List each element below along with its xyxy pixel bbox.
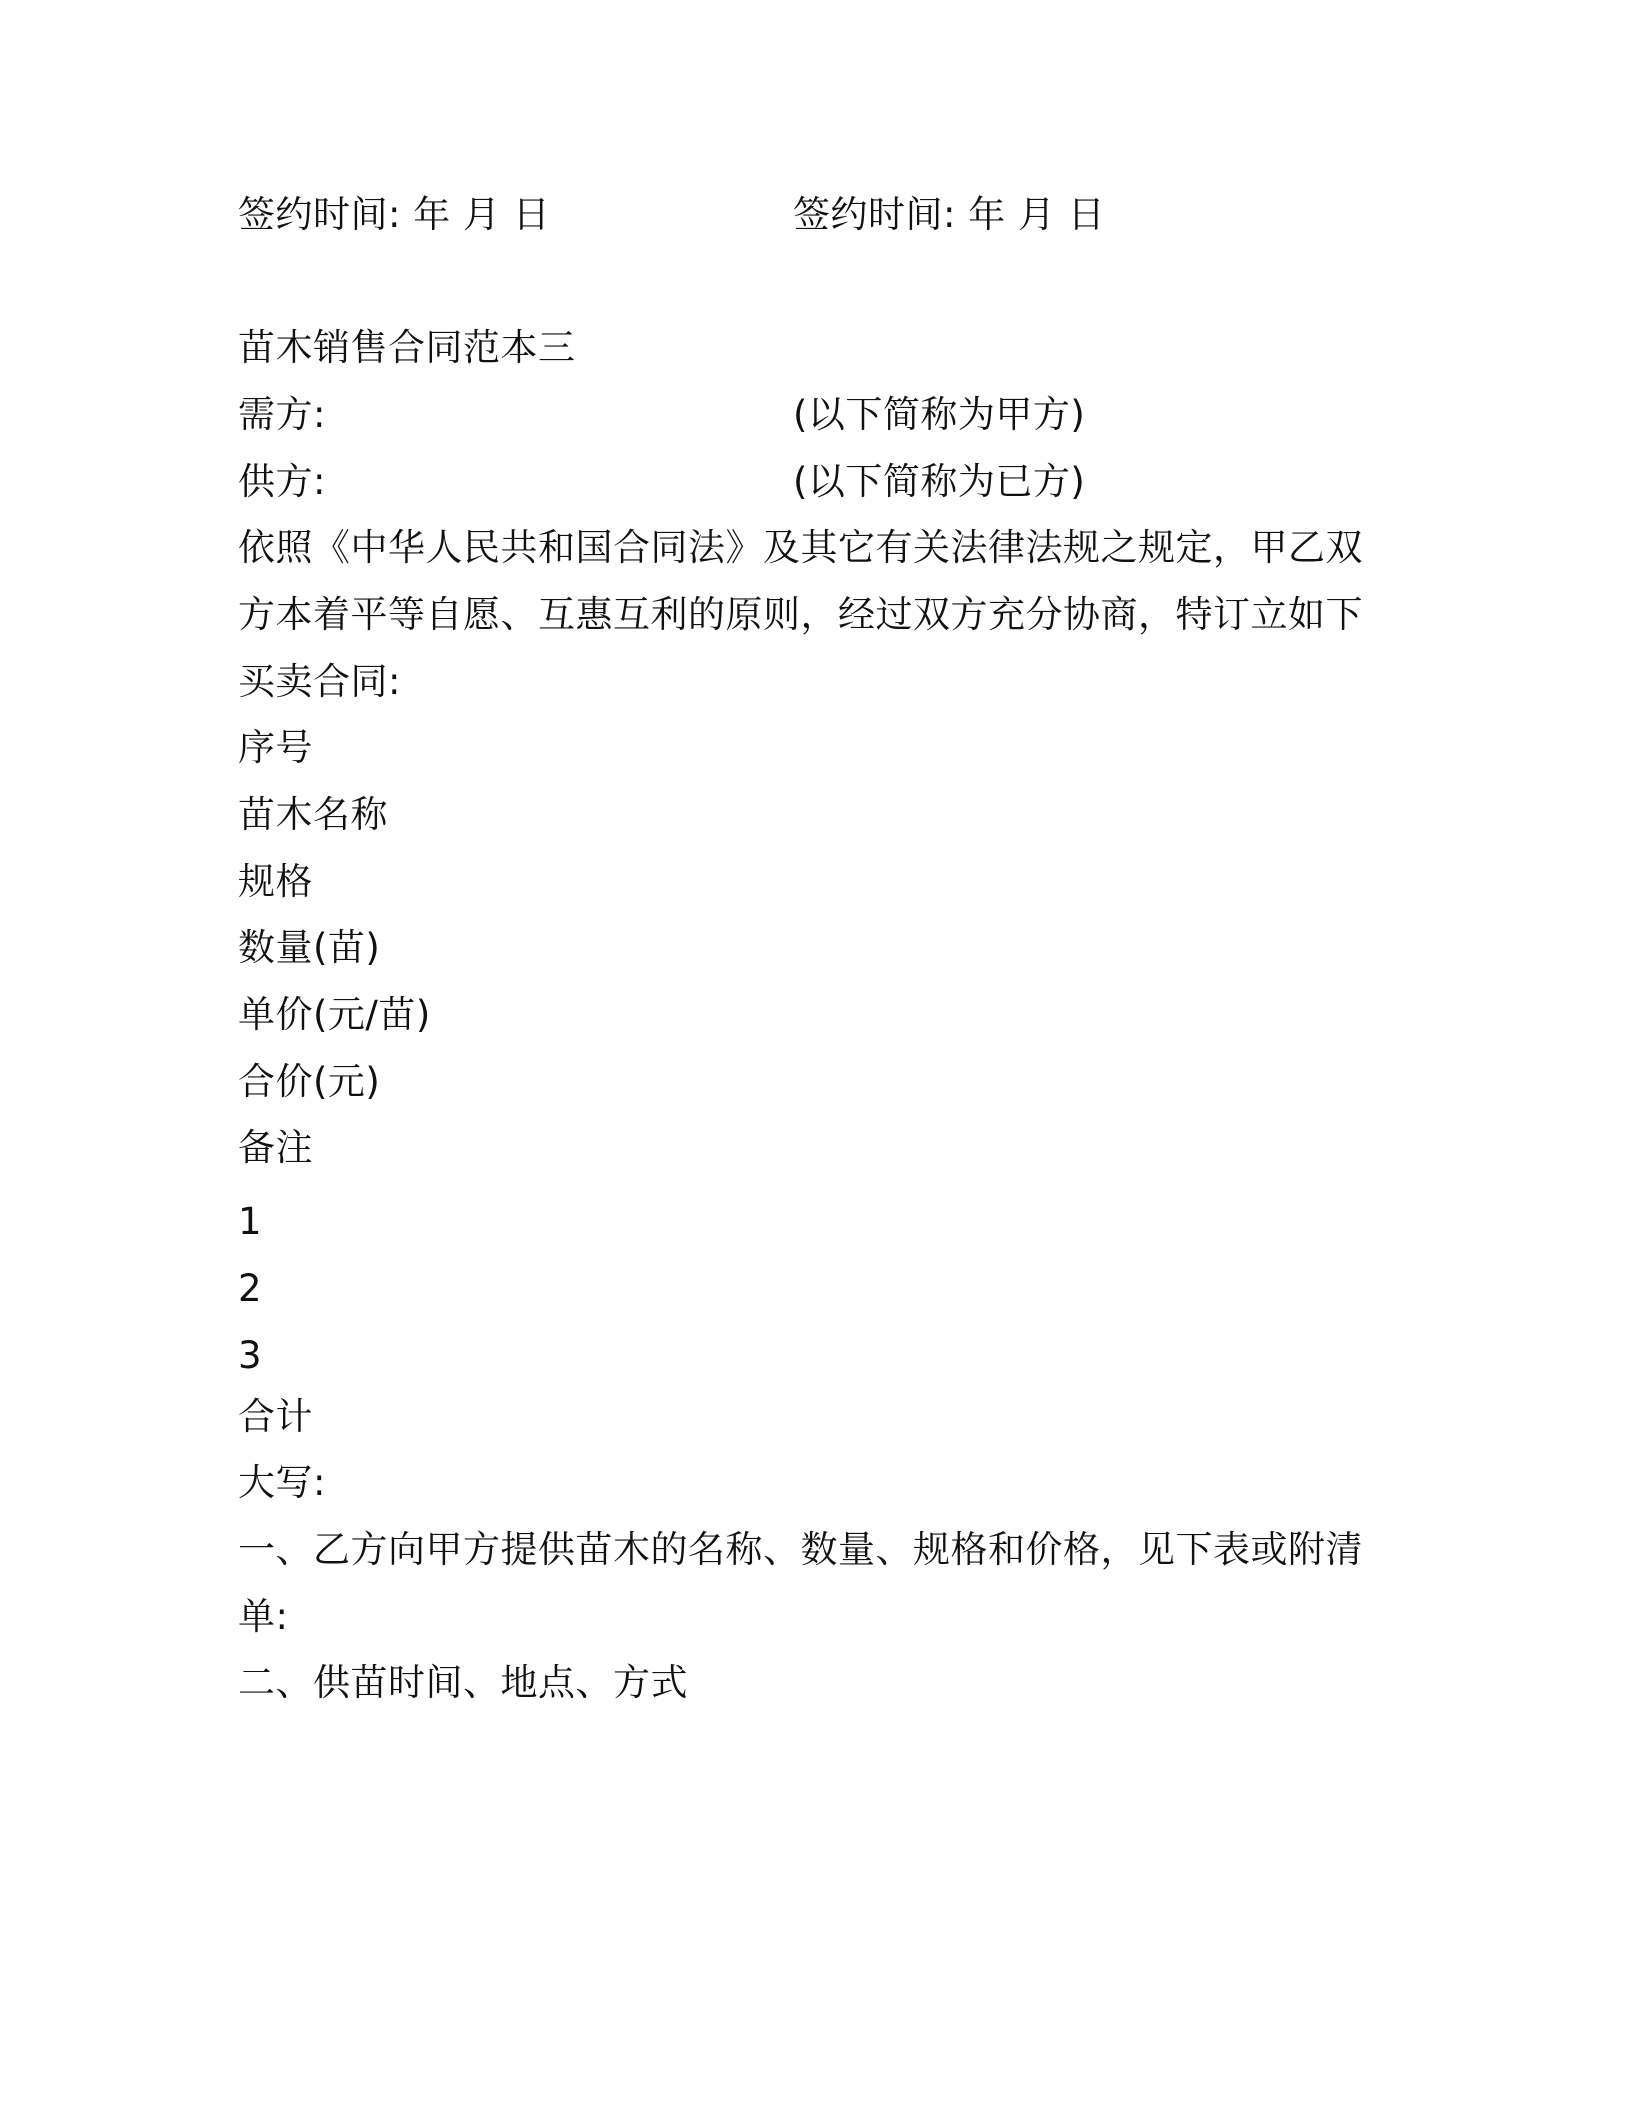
seller-note: (以下简称为已方)	[793, 460, 1086, 503]
header-quantity: 数量(苗)	[238, 926, 381, 969]
clause-1-line-1: 一、乙方向甲方提供苗木的名称、数量、规格和价格，见下表或附清	[238, 1528, 1363, 1571]
buyer-note: (以下简称为甲方)	[793, 393, 1086, 436]
header-unit-price: 单价(元/苗)	[238, 993, 431, 1036]
header-remark: 备注	[238, 1126, 313, 1169]
header-name: 苗木名称	[238, 793, 388, 836]
clause-2: 二、供苗时间、地点、方式	[238, 1661, 688, 1704]
intro-line-2: 方本着平等自愿、互惠互利的原则，经过双方充分协商，特订立如下	[238, 593, 1363, 636]
seller-label: 供方:	[238, 460, 326, 503]
signature-date-left: 签约时间: 年 月 日	[238, 193, 551, 236]
header-total-price: 合价(元)	[238, 1060, 381, 1103]
row-number-1: 1	[238, 1200, 263, 1243]
row-number-3: 3	[238, 1334, 263, 1377]
uppercase-label: 大写:	[238, 1461, 326, 1504]
total-label: 合计	[238, 1395, 313, 1438]
clause-1-line-2: 单:	[238, 1595, 289, 1638]
intro-line-3: 买卖合同:	[238, 660, 401, 703]
intro-line-1: 依照《中华人民共和国合同法》及其它有关法律法规之规定，甲乙双	[238, 526, 1363, 569]
contract-title: 苗木销售合同范本三	[238, 326, 576, 369]
buyer-label: 需方:	[238, 393, 326, 436]
signature-date-right: 签约时间: 年 月 日	[793, 193, 1106, 236]
header-spec: 规格	[238, 860, 313, 903]
row-number-2: 2	[238, 1267, 263, 1310]
header-index: 序号	[238, 726, 313, 769]
